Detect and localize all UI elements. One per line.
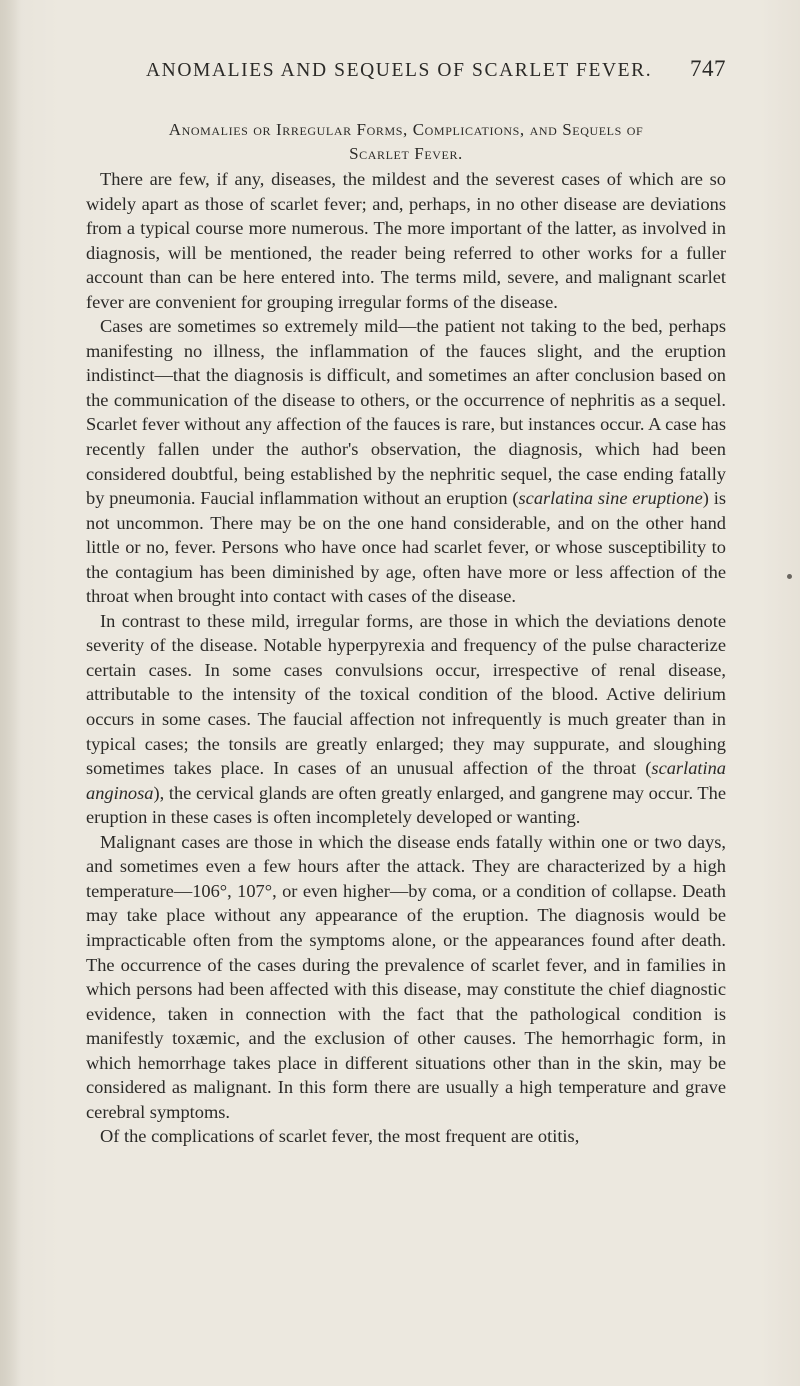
running-head-title: ANOMALIES AND SEQUELS OF SCARLET FEVER. <box>146 60 653 81</box>
text-run: Of the complications of scarlet fever, the most frequent are otitis, <box>100 1126 580 1147</box>
section-heading-line-2: Scarlet Fever. <box>349 144 463 163</box>
paragraph <box>86 609 726 830</box>
paragraph <box>86 167 726 314</box>
paragraph <box>86 1124 726 1149</box>
margin-speck <box>787 574 792 579</box>
binding-shadow <box>0 0 22 1386</box>
text-run: ), the cervical glands are often greatly enlarged, and gangrene may occur. The eruption in these cases is often incompletely developed or wanting. <box>86 782 726 828</box>
running-head <box>86 56 726 86</box>
paragraph <box>86 314 726 609</box>
paragraph <box>86 830 726 1125</box>
text-run: Cases are sometimes so extremely mild—the patient not taking to the bed, perhaps manifesting no illness, the inflammation of the fauces slight, and the eruption indistinct—that the diagnosis is difficult, and sometimes an after conclusion based on the communication of the disease to others, or the occurrence of nephritis as a sequel. Scarlet fever without any affection of the fauces is rare, but instances occur. A case has recently fallen under the author's observation, the diagnosis, which had been considered doubtful, being established by the nephritic sequel, the case ending fatally by pneumonia. Faucial inflammation without an eruption ( <box>86 316 726 509</box>
section-heading <box>86 118 726 166</box>
text-run: There are few, if any, diseases, the mildest and the severest cases of which are so widely apart as those of scarlet fever; and, perhaps, in no other disease are deviations from a typical course more numerous. The more important of the latter, as involved in diagnosis, will be mentioned, the reader being referred to other works for a fuller account than can be here entered into. The terms mild, severe, and malignant scarlet fever are convenient for grouping irregular forms of the disease. <box>86 169 726 312</box>
section-heading-line-1: Anomalies or Irregular Forms, Complications, and Sequels of <box>168 120 644 139</box>
body-text <box>86 167 726 1149</box>
italic-term: scarlatina sine eruptione <box>518 488 703 509</box>
text-run: ) is not uncommon. There may be on the one hand considerable, and on the other hand little or no, fever. Persons who have once had scarlet fever, or whose susceptibility to the contagium has been diminished by age, often have more or less affection of the throat when brought into contact with cases of the disease. <box>86 488 726 607</box>
text-run: In contrast to these mild, irregular forms, are those in which the deviations denote severity of the disease. Notable hyperpyrexia and frequency of the pulse characterize certain cases. In some cases convulsions occur, irrespective of renal disease, attributable to the intensity of the toxical condition of the blood. Active delirium occurs in some cases. The faucial affection not infrequently is much greater than in typical cases; the tonsils are greatly enlarged; they may suppurate, and sloughing sometimes takes place. In cases of an unusual affection of the throat ( <box>86 610 726 779</box>
page-number: 747 <box>690 56 726 81</box>
italic-term: scarlatina anginosa <box>86 758 726 803</box>
text-run: Malignant cases are those in which the disease ends fatally within one or two days, and sometimes even a few hours after the attack. They are characterized by a high temperature—106°, 107°, or even higher—by coma, or a condition of collapse. Death may take place without any appearance of the eruption. The diagnosis would be impracticable often from the symptoms alone, or the appearances found after death. The occurrence of the cases during the prevalence of scarlet fever, and in families in which persons had been affected with this disease, may constitute the chief diagnostic evidence, taken in connection with the fact that the pathological condition is manifestly toxæmic, and the exclusion of other causes. The hemorrhagic form, in which hemorrhage takes place in different situations other than in the skin, may be considered as malignant. In this form there are usually a high temperature and grave cerebral symptoms. <box>86 831 726 1122</box>
